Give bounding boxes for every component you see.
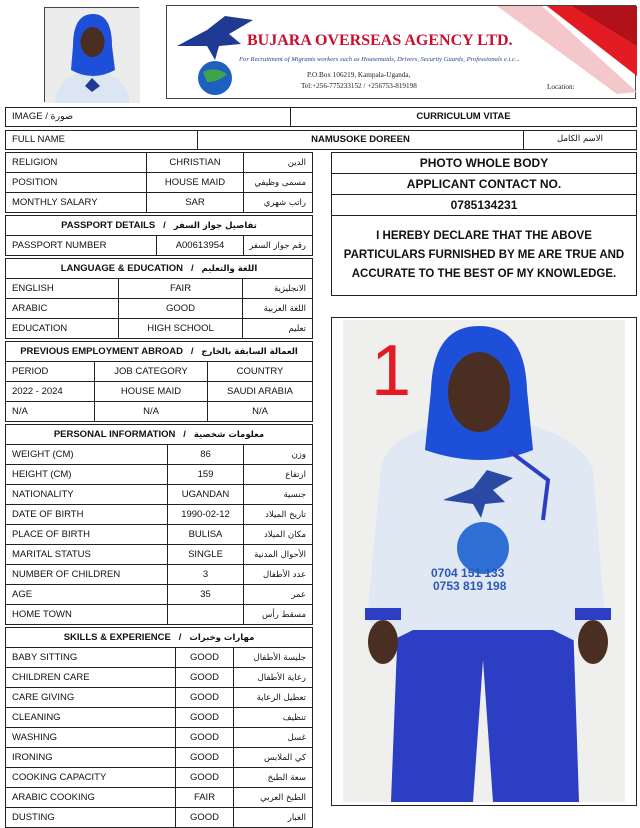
row-label: PASSPORT NUMBER <box>6 236 157 256</box>
table-row <box>6 279 313 299</box>
table-row <box>6 708 313 728</box>
column-header: COUNTRY <box>208 362 313 382</box>
row-value: GOOD <box>176 708 234 728</box>
row-arabic: عدد الأطفال <box>244 565 313 585</box>
table-row <box>6 728 313 748</box>
row-label: DATE OF BIRTH <box>6 505 168 525</box>
full-body-photo <box>343 320 625 802</box>
passport-table <box>5 215 313 256</box>
table-row <box>6 525 313 545</box>
table-row <box>6 445 313 465</box>
table-row <box>6 505 313 525</box>
table-row <box>6 748 313 768</box>
row-arabic: مسقط رأس <box>244 605 313 625</box>
table-row <box>6 236 313 256</box>
row-arabic: رقم جواز السفر <box>244 236 313 256</box>
contact-number: 0785134231 <box>332 195 637 216</box>
table-row <box>6 808 313 828</box>
row-label: PLACE OF BIRTH <box>6 525 168 545</box>
table-row <box>6 382 313 402</box>
employment-section-title: PREVIOUS EMPLOYMENT ABROAD / العمالة السابقة بالخارج <box>6 342 313 362</box>
row-arabic: سعة الطبخ <box>234 768 313 788</box>
row-value: 86 <box>168 445 244 465</box>
row-label: WEIGHT (CM) <box>6 445 168 465</box>
passport-section-title: PASSPORT DETAILS / تفاصيل جواز السفر <box>6 216 313 236</box>
table-cell: N/A <box>208 402 313 422</box>
agency-banner <box>166 5 636 99</box>
row-label: HOME TOWN <box>6 605 168 625</box>
row-arabic: الدين <box>244 153 313 173</box>
table-row <box>6 648 313 668</box>
agency-location: Location: <box>547 83 575 91</box>
personal-table <box>5 424 313 625</box>
column-header: JOB CATEGORY <box>95 362 208 382</box>
table-row <box>6 545 313 565</box>
row-label: IRONING <box>6 748 176 768</box>
photo-whole-body-title: PHOTO WHOLE BODY <box>332 153 637 174</box>
contact-label: APPLICANT CONTACT NO. <box>332 174 637 195</box>
table-row <box>332 216 637 296</box>
agency-tel: Tel:+256-775233152 / +256753-819198 <box>301 82 417 90</box>
row-value: UGANDAN <box>168 485 244 505</box>
row-arabic: غسل <box>234 728 313 748</box>
row-arabic: كي الملابس <box>234 748 313 768</box>
row-label: CARE GIVING <box>6 688 176 708</box>
row-value: HOUSE MAID <box>147 173 244 193</box>
row-arabic: راتب شهري <box>244 193 313 213</box>
row-label: WASHING <box>6 728 176 748</box>
row-value: BULISA <box>168 525 244 545</box>
row-label: BABY SITTING <box>6 648 176 668</box>
table-cell: HOUSE MAID <box>95 382 208 402</box>
row-value <box>168 605 244 625</box>
photo-phone-2: 0753 819 198 <box>433 579 507 593</box>
table-row <box>6 688 313 708</box>
row-label: CHILDREN CARE <box>6 668 176 688</box>
row-value: SINGLE <box>168 545 244 565</box>
row-arabic: مسمى وظيفي <box>244 173 313 193</box>
contact-table <box>331 152 637 296</box>
table-row <box>6 565 313 585</box>
table-row <box>6 585 313 605</box>
row-value: GOOD <box>176 668 234 688</box>
row-label: RELIGION <box>6 153 147 173</box>
table-cell: N/A <box>6 402 95 422</box>
column-header: PERIOD <box>6 362 95 382</box>
table-row <box>6 668 313 688</box>
row-label: DUSTING <box>6 808 176 828</box>
row-label: ARABIC COOKING <box>6 788 176 808</box>
row-label: AGE <box>6 585 168 605</box>
row-value: FAIR <box>176 788 234 808</box>
section-header <box>6 628 313 648</box>
table-row <box>6 768 313 788</box>
row-label: ARABIC <box>6 299 119 319</box>
row-label: NUMBER OF CHILDREN <box>6 565 168 585</box>
table-row <box>6 402 313 422</box>
table-row <box>332 174 637 195</box>
table-row <box>6 299 313 319</box>
section-header <box>6 342 313 362</box>
row-arabic: اللغة العربية <box>243 299 313 319</box>
row-label: NATIONALITY <box>6 485 168 505</box>
row-arabic: وزن <box>244 445 313 465</box>
table-cell: N/A <box>95 402 208 422</box>
row-label: HEIGHT (CM) <box>6 465 168 485</box>
row-value: 1990-02-12 <box>168 505 244 525</box>
row-arabic: عمر <box>244 585 313 605</box>
full-name-row <box>5 130 637 150</box>
table-row <box>332 195 637 216</box>
row-label: POSITION <box>6 173 147 193</box>
cv-title: CURRICULUM VITAE <box>416 111 511 122</box>
table-row <box>6 193 313 213</box>
table-cell: 2022 - 2024 <box>6 382 95 402</box>
agency-pobox: P.O.Box 106219, Kampala-Uganda, <box>307 71 411 79</box>
row-label: COOKING CAPACITY <box>6 768 176 788</box>
table-row <box>6 485 313 505</box>
table-row <box>6 319 313 339</box>
row-label: CLEANING <box>6 708 176 728</box>
passport-number: A00613954 <box>157 236 244 256</box>
row-value: SAR <box>147 193 244 213</box>
basic-info-table <box>5 152 313 213</box>
photo-number: 1 <box>371 331 412 411</box>
row-value: 3 <box>168 565 244 585</box>
row-arabic: الطبخ العربي <box>234 788 313 808</box>
row-label: MONTHLY SALARY <box>6 193 147 213</box>
row-value: GOOD <box>176 748 234 768</box>
declaration-text: I HEREBY DECLARE THAT THE ABOVE PARTICULARS FURNISHED BY ME ARE TRUE AND ACCURATE TO THE BEST OF MY KNOWLEDGE. <box>332 216 637 296</box>
table-row <box>6 465 313 485</box>
row-arabic: جليسة الأطفال <box>234 648 313 668</box>
agency-tagline: For Recruitment of Migrants workers such as Housemaids, Drivers, Security Guards, Professionals e.t.c... <box>239 56 520 63</box>
row-arabic: الانجليزية <box>243 279 313 299</box>
section-header <box>6 425 313 445</box>
row-arabic: الغبار <box>234 808 313 828</box>
table-header-row <box>6 362 313 382</box>
row-value: GOOD <box>176 768 234 788</box>
language-table <box>5 258 313 339</box>
section-header <box>6 259 313 279</box>
agency-name: BUJARA OVERSEAS AGENCY LTD. <box>247 32 513 49</box>
applicant-portrait-icon <box>45 8 140 103</box>
row-arabic: تعطيل الرعاية <box>234 688 313 708</box>
row-arabic: الأحوال المدنية <box>244 545 313 565</box>
row-label: EDUCATION <box>6 319 119 339</box>
row-value: FAIR <box>119 279 243 299</box>
row-arabic: ارتفاع <box>244 465 313 485</box>
row-label: ENGLISH <box>6 279 119 299</box>
row-value: GOOD <box>176 728 234 748</box>
table-row <box>6 153 313 173</box>
table-row <box>6 173 313 193</box>
skills-table <box>5 627 313 828</box>
title-row <box>5 107 637 127</box>
row-label: MARITAL STATUS <box>6 545 168 565</box>
personal-section-title: PERSONAL INFORMATION / معلومات شخصية <box>6 425 313 445</box>
full-name-ar: الاسم الكامل <box>557 134 603 144</box>
row-value: GOOD <box>119 299 243 319</box>
row-arabic: تاريخ الميلاد <box>244 505 313 525</box>
row-value: 35 <box>168 585 244 605</box>
table-row <box>6 788 313 808</box>
row-value: GOOD <box>176 648 234 668</box>
full-name-label: FULL NAME <box>6 131 198 149</box>
row-value: 159 <box>168 465 244 485</box>
right-info <box>331 152 637 296</box>
row-value: CHRISTIAN <box>147 153 244 173</box>
language-section-title: LANGUAGE & EDUCATION / اللغة والتعليم <box>6 259 313 279</box>
row-arabic: مكان الميلاد <box>244 525 313 545</box>
row-value: GOOD <box>176 688 234 708</box>
row-value: HIGH SCHOOL <box>119 319 243 339</box>
full-name-value: NAMUSOKE DOREEN <box>198 131 524 149</box>
image-label: IMAGE / صورة <box>6 108 291 126</box>
table-cell: SAUDI ARABIA <box>208 382 313 402</box>
table-row <box>6 605 313 625</box>
skills-section-title: SKILLS & EXPERIENCE / مهارات وخبرات <box>6 628 313 648</box>
photo-phone-1: 0704 151 133 <box>431 566 505 580</box>
table-row <box>332 153 637 174</box>
employment-table <box>5 341 313 422</box>
row-arabic: تعليم <box>243 319 313 339</box>
row-arabic: جنسية <box>244 485 313 505</box>
row-value: GOOD <box>176 808 234 828</box>
row-arabic: تنظيف <box>234 708 313 728</box>
row-arabic: رعاية الأطفال <box>234 668 313 688</box>
left-column <box>5 152 312 828</box>
section-header <box>6 216 313 236</box>
applicant-photo-small <box>44 7 139 102</box>
